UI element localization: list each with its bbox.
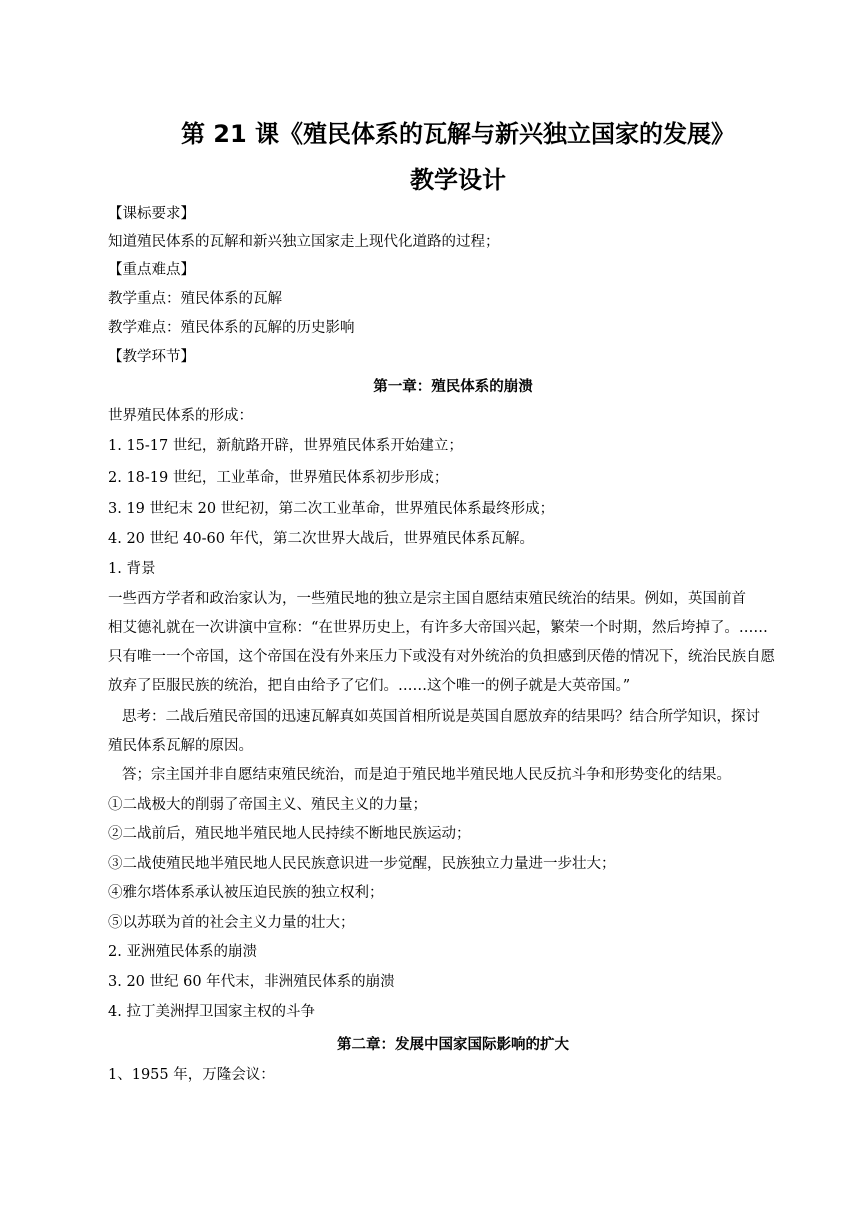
reason-2: ②二战前后，殖民地半殖民地人民持续不断地民族运动； <box>108 826 471 842</box>
think-line-1: 思考：二战后殖民帝国的迅速瓦解真如英国首相所说是英国自愿放弃的结果吗？结合所学知识，探讨 <box>122 709 760 725</box>
huanjie-heading: 【教学环节】 <box>108 349 195 365</box>
formation-item-4: 4. 20 世纪 40-60 年代，第二次世界大战后，世界殖民体系瓦解。 <box>108 531 535 547</box>
answer-text: 答；宗主国并非自愿结束殖民统治，而是迫于殖民地半殖民地人民反抗斗争和形势变化的结果。 <box>122 767 731 783</box>
formation-item-2: 2. 18-19 世纪，工业革命，世界殖民体系初步形成； <box>108 470 449 486</box>
chapter2-heading: 第二章：发展中国家国际影响的扩大 <box>337 1037 569 1053</box>
reason-1: ①二战极大的削弱了帝国主义、殖民主义的力量； <box>108 797 427 813</box>
background-label: 1. 背景 <box>108 561 156 577</box>
quote-line-2: 相艾德礼就在一次讲演中宣称：“在世界历史上，有许多大帝国兴起，繁荣一个时期，然后垮掉了。…… <box>108 620 768 636</box>
kebiao-heading: 【课标要求】 <box>108 206 195 222</box>
formation-item-3: 3. 19 世纪末 20 世纪初，第二次工业革命，世界殖民体系最终形成； <box>108 501 555 517</box>
chapter1-heading: 第一章：殖民体系的崩溃 <box>373 379 533 395</box>
chapter2-item-1: 1、1955 年，万隆会议： <box>108 1067 275 1083</box>
key-point-text: 教学重点：殖民体系的瓦解 <box>108 291 282 307</box>
reason-3: ③二战使殖民地半殖民地人民民族意识进一步觉醒，民族独立力量进一步壮大； <box>108 856 616 872</box>
chapter1-intro: 世界殖民体系的形成： <box>108 408 253 424</box>
quote-line-1: 一些西方学者和政治家认为，一些殖民地的独立是宗主国自愿结束殖民统治的结果。例如，英国前首 <box>108 591 746 607</box>
sub-section-2: 2. 亚洲殖民体系的崩溃 <box>108 944 257 960</box>
kebiao-text: 知道殖民体系的瓦解和新兴独立国家走上现代化道路的过程； <box>108 234 500 250</box>
sub-section-4: 4. 拉丁美洲捍卫国家主权的斗争 <box>108 1004 315 1020</box>
document-title: 第 21 课《殖民体系的瓦解与新兴独立国家的发展》 <box>180 120 736 148</box>
difficulty-text: 教学难点：殖民体系的瓦解的历史影响 <box>108 320 355 336</box>
document-subtitle: 教学设计 <box>410 166 506 194</box>
quote-line-3: 只有唯一一个帝国，这个帝国在没有外来压力下或没有对外统治的负担感到厌倦的情况下，统治民族自愿 <box>108 649 775 665</box>
zhongdian-heading: 【重点难点】 <box>108 262 195 278</box>
formation-item-1: 1. 15-17 世纪，新航路开辟，世界殖民体系开始建立； <box>108 438 463 454</box>
think-line-2: 殖民体系瓦解的原因。 <box>108 738 253 754</box>
reason-5: ⑤以苏联为首的社会主义力量的壮大； <box>108 915 355 931</box>
reason-4: ④雅尔塔体系承认被压迫民族的独立权利； <box>108 885 384 901</box>
sub-section-3: 3. 20 世纪 60 年代末，非洲殖民体系的崩溃 <box>108 974 395 990</box>
quote-line-4: 放弃了臣服民族的统治，把自由给予了它们。……这个唯一的例子就是大英帝国。” <box>108 678 631 694</box>
